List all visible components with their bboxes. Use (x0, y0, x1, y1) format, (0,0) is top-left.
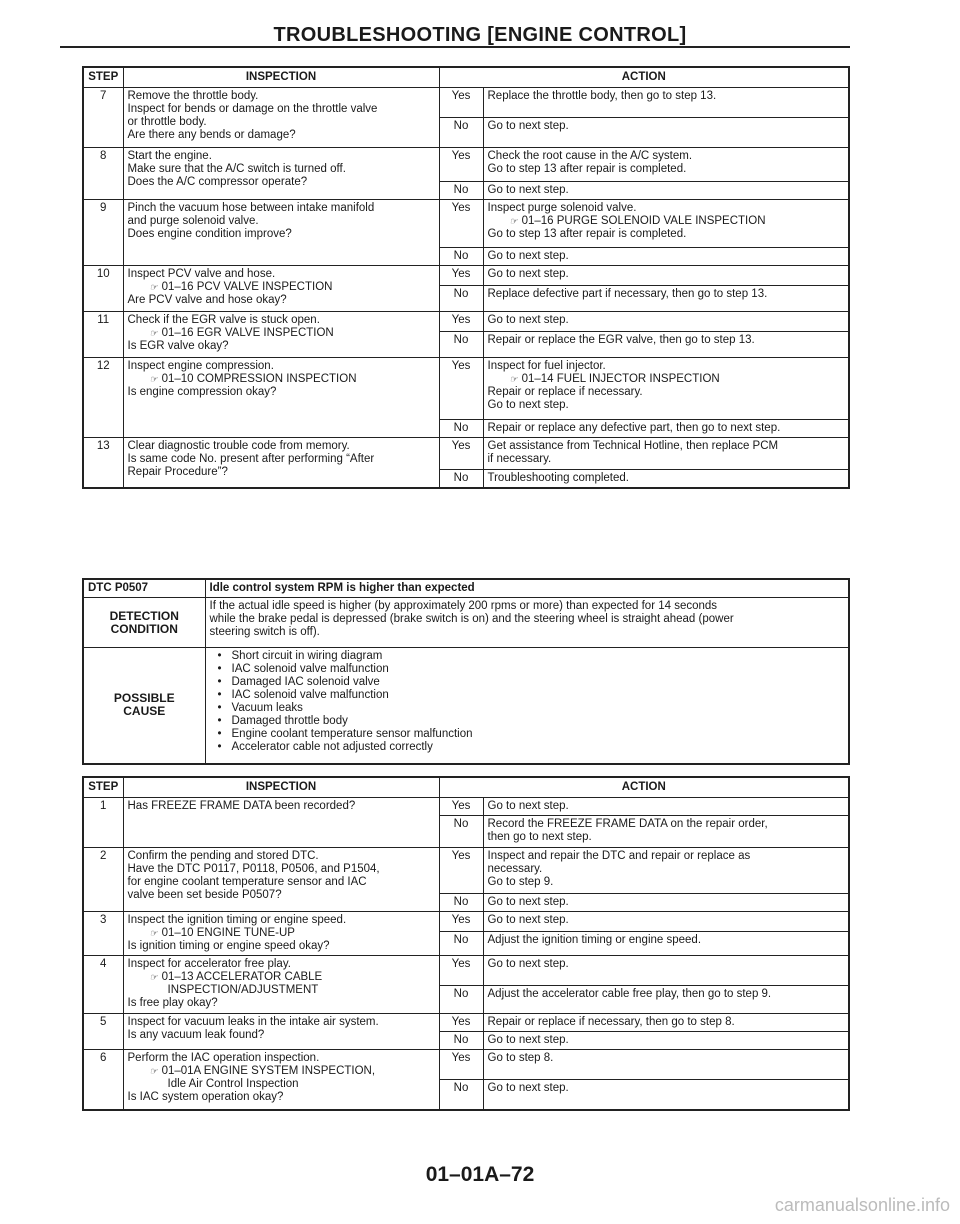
no-label: No (439, 332, 483, 358)
inspection-text: Pinch the vacuum hose between intake manifold and purge solenoid valve. Does engine condition improve? (123, 200, 439, 266)
yes-action: Repair or replace if necessary, then go to step 8. (483, 1014, 849, 1032)
inspection-text: Inspect engine compression. ☞ 01–10 COMPRESSION INSPECTION Is engine compression okay? (123, 358, 439, 438)
reference-link[interactable]: 01–13 ACCELERATOR CABLE (161, 971, 323, 983)
no-action: Record the FREEZE FRAME DATA on the repair order, then go to next step. (483, 816, 849, 848)
no-label: No (439, 986, 483, 1014)
dtc-table (82, 578, 850, 765)
no-label: No (439, 286, 483, 312)
inspection-text: Inspect the ignition timing or engine speed. ☞ 01–10 ENGINE TUNE-UP Is ignition timing or engine speed okay? (123, 912, 439, 956)
troubleshooting-table-1 (82, 66, 850, 489)
yes-action: Inspect for fuel injector. ☞ 01–14 FUEL INJECTOR INSPECTION Repair or replace if necessary. Go to next step. (483, 358, 849, 420)
col-step: STEP (83, 777, 123, 798)
yes-label: Yes (439, 200, 483, 248)
yes-action: Go to next step. (483, 798, 849, 816)
col-inspection: INSPECTION (123, 67, 439, 88)
inspection-line: or throttle body. (127, 116, 207, 128)
no-label: No (439, 1080, 483, 1110)
inspection-text: Clear diagnostic trouble code from memory. Is same code No. present after performing “After Repair Procedure”? (123, 438, 439, 489)
col-step: STEP (83, 67, 123, 88)
step-number: 9 (83, 200, 123, 266)
no-action: Repair or replace the EGR valve, then go to step 13. (483, 332, 849, 358)
step-number: 3 (83, 912, 123, 956)
step-number: 12 (83, 358, 123, 438)
step-number: 6 (83, 1050, 123, 1110)
reference-arrow-icon: ☞ (149, 282, 158, 292)
reference-arrow-icon: ☞ (149, 972, 158, 982)
yes-action: Get assistance from Technical Hotline, then replace PCM if necessary. (483, 438, 849, 470)
list-item: • Accelerator cable not adjusted correctly (218, 741, 845, 754)
col-inspection: INSPECTION (123, 777, 439, 798)
yes-label: Yes (439, 848, 483, 894)
no-label: No (439, 420, 483, 438)
dtc-header-row (83, 579, 849, 598)
no-label: No (439, 182, 483, 200)
reference-link[interactable]: 01–16 PURGE SOLENOID VALE INSPECTION (521, 215, 766, 227)
reference-arrow-icon: ☞ (149, 928, 158, 938)
inspection-line: Inspect for bends or damage on the throttle valve (127, 103, 378, 115)
reference-link[interactable]: 01–10 COMPRESSION INSPECTION (161, 373, 357, 385)
no-action: Adjust the ignition timing or engine speed. (483, 932, 849, 956)
reference-link[interactable]: 01–01A ENGINE SYSTEM INSPECTION, (161, 1065, 376, 1077)
yes-action: Go to step 8. (483, 1050, 849, 1080)
table-row (83, 266, 849, 286)
yes-label: Yes (439, 88, 483, 118)
title-divider (60, 46, 850, 48)
yes-label: Yes (439, 312, 483, 332)
yes-action: Go to next step. (483, 312, 849, 332)
inspection-text: Perform the IAC operation inspection. ☞ 01–01A ENGINE SYSTEM INSPECTION, Idle Air Control Inspection Is IAC system operation okay? (123, 1050, 439, 1110)
reference-link[interactable]: 01–16 PCV VALVE INSPECTION (161, 281, 333, 293)
table-row (83, 148, 849, 182)
yes-label: Yes (439, 912, 483, 932)
no-action: Repair or replace any defective part, then go to next step. (483, 420, 849, 438)
inspection-text: Start the engine. Make sure that the A/C switch is turned off. Does the A/C compressor operate? (123, 148, 439, 200)
cause-list (205, 648, 849, 764)
list-item: • Vacuum leaks (218, 702, 845, 715)
col-action: ACTION (439, 67, 849, 88)
cause-label: POSSIBLE CAUSE (83, 648, 205, 764)
step-number: 2 (83, 848, 123, 912)
table-row (83, 438, 849, 470)
inspection-text: Has FREEZE FRAME DATA been recorded? (123, 798, 439, 848)
no-label: No (439, 932, 483, 956)
no-label: No (439, 1032, 483, 1050)
table-row (83, 912, 849, 932)
table-header-row (83, 67, 849, 88)
list-item: • Short circuit in wiring diagram (218, 650, 845, 663)
step-number: 8 (83, 148, 123, 200)
no-action: Troubleshooting completed. (483, 470, 849, 489)
yes-label: Yes (439, 358, 483, 420)
inspection-text: Inspect for accelerator free play. ☞ 01–13 ACCELERATOR CABLE INSPECTION/ADJUSTMENT Is free play okay? (123, 956, 439, 1014)
yes-action: Go to next step. (483, 956, 849, 986)
table-row (83, 88, 849, 118)
no-action: Go to next step. (483, 1080, 849, 1110)
detection-text: If the actual idle speed is higher (by approximately 200 rpms or more) than expected for 14 seconds while the brake pedal is depressed (brake switch is on) and the steering wheel is straight ahead (power steering switch is off). (205, 598, 849, 648)
inspection-line: Are there any bends or damage? (127, 129, 296, 141)
reference-arrow-icon: ☞ (149, 374, 158, 384)
reference-arrow-icon: ☞ (149, 328, 158, 338)
no-label: No (439, 894, 483, 912)
no-label: No (439, 118, 483, 148)
no-action: Adjust the accelerator cable free play, then go to step 9. (483, 986, 849, 1014)
no-action: Go to next step. (483, 1032, 849, 1050)
yes-label: Yes (439, 1014, 483, 1032)
step-number: 11 (83, 312, 123, 358)
table-row (83, 312, 849, 332)
reference-link[interactable]: INSPECTION/ADJUSTMENT (167, 984, 319, 996)
step-number: 4 (83, 956, 123, 1014)
yes-action: Replace the throttle body, then go to step 13. (483, 88, 849, 118)
list-item: • Engine coolant temperature sensor malfunction (218, 728, 845, 741)
no-label: No (439, 470, 483, 489)
yes-action: Inspect and repair the DTC and repair or replace as necessary. Go to step 9. (483, 848, 849, 894)
no-action: Replace defective part if necessary, then go to step 13. (483, 286, 849, 312)
no-action: Go to next step. (483, 182, 849, 200)
inspection-line: Remove the throttle body. (127, 90, 259, 102)
yes-label: Yes (439, 798, 483, 816)
yes-action: Go to next step. (483, 266, 849, 286)
table-row (83, 1050, 849, 1080)
step-number: 13 (83, 438, 123, 489)
yes-label: Yes (439, 1050, 483, 1080)
inspection-text: Check if the EGR valve is stuck open. ☞ 01–16 EGR VALVE INSPECTION Is EGR valve okay? (123, 312, 439, 358)
table-row (83, 358, 849, 420)
no-label: No (439, 816, 483, 848)
yes-action: Check the root cause in the A/C system. Go to step 13 after repair is completed. (483, 148, 849, 182)
reference-link[interactable]: 01–14 FUEL INJECTOR INSPECTION (521, 373, 720, 385)
yes-action: Go to next step. (483, 912, 849, 932)
table-row (83, 848, 849, 894)
detection-label: DETECTION CONDITION (83, 598, 205, 648)
cause-row (83, 648, 849, 764)
no-action: Go to next step. (483, 894, 849, 912)
yes-label: Yes (439, 266, 483, 286)
reference-arrow-icon: ☞ (149, 1066, 158, 1076)
page-number: 01–01A–72 (425, 1163, 535, 1186)
dtc-code: DTC P0507 (83, 579, 205, 598)
inspection-text: Inspect PCV valve and hose. ☞ 01–16 PCV VALVE INSPECTION Are PCV valve and hose okay? (123, 266, 439, 312)
yes-action: Inspect purge solenoid valve. ☞ 01–16 PURGE SOLENOID VALE INSPECTION Go to step 13 after repair is completed. (483, 200, 849, 248)
table-row (83, 1014, 849, 1032)
reference-arrow-icon: ☞ (509, 374, 518, 384)
table-row (83, 798, 849, 816)
dtc-description: Idle control system RPM is higher than expected (205, 579, 849, 598)
list-item: • IAC solenoid valve malfunction (218, 689, 845, 702)
step-number: 1 (83, 798, 123, 848)
step-number: 10 (83, 266, 123, 312)
list-item: • Damaged IAC solenoid valve (218, 676, 845, 689)
no-action: Go to next step. (483, 248, 849, 266)
list-item: • IAC solenoid valve malfunction (218, 663, 845, 676)
watermark: carmanualsonline.info (774, 1195, 950, 1215)
table-header-row (83, 777, 849, 798)
yes-label: Yes (439, 956, 483, 986)
reference-link[interactable]: Idle Air Control Inspection (167, 1078, 299, 1090)
inspection-text: Confirm the pending and stored DTC. Have the DTC P0117, P0118, P0506, and P1504, for engine coolant temperature sensor and IAC valve been set beside P0507? (123, 848, 439, 912)
reference-arrow-icon: ☞ (509, 216, 518, 226)
table-row (83, 956, 849, 986)
page-title: TROUBLESHOOTING [ENGINE CONTROL] (273, 24, 687, 46)
step-number: 5 (83, 1014, 123, 1050)
inspection-text: Inspect for vacuum leaks in the intake air system. Is any vacuum leak found? (123, 1014, 439, 1050)
reference-link[interactable]: 01–16 EGR VALVE INSPECTION (161, 327, 334, 339)
yes-label: Yes (439, 438, 483, 470)
detection-row (83, 598, 849, 648)
table-row (83, 200, 849, 248)
troubleshooting-table-2 (82, 776, 850, 1111)
list-item: • Damaged throttle body (218, 715, 845, 728)
no-label: No (439, 248, 483, 266)
yes-label: Yes (439, 148, 483, 182)
col-action: ACTION (439, 777, 849, 798)
step-number: 7 (83, 88, 123, 148)
reference-link[interactable]: 01–10 ENGINE TUNE-UP (161, 927, 295, 939)
inspection-text (123, 88, 439, 148)
no-action: Go to next step. (483, 118, 849, 148)
